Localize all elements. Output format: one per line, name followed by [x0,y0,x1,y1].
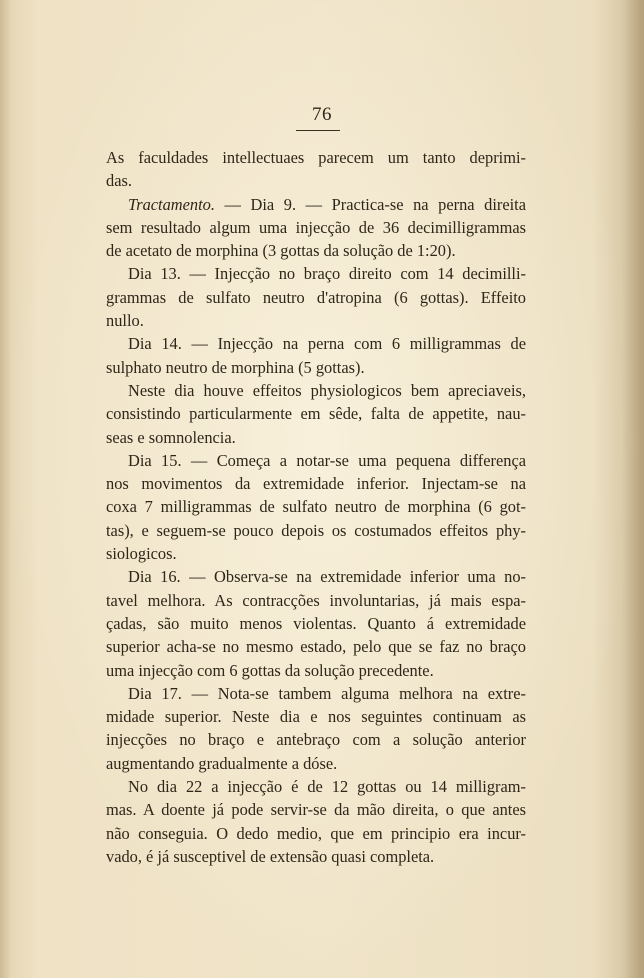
text-span: — Dia 9. — Practica-se na perna direita [214,194,526,214]
text-span: tavel melhora. As contracções involuntarias, já mais espa- [106,590,526,610]
text-span: siologicos. [106,544,177,564]
text-span: sem resultado algum uma injecção de 36 decimilligrammas [106,217,526,237]
page-left-shadow [0,0,12,978]
body-text [106,146,526,868]
text-span: No dia 22 a injecção é de 12 gottas ou 14 milligram- [128,777,526,797]
text-line [106,356,526,379]
text-line [106,798,526,821]
text-span: vado, é já susceptivel de extensão quasi completa. [106,846,435,866]
text-line [106,705,526,728]
text-line [106,845,526,868]
text-span: seas e somnolencia. [106,427,236,447]
text-span: Dia 16. — Observa-se na extremidade inferior uma no- [128,567,526,587]
text-line [106,495,526,518]
text-line [106,542,526,565]
text-line [106,635,526,658]
text-span: sulphato neutro de morphina (5 gottas). [106,357,365,377]
text-span: Dia 15. — Começa a notar-se uma pequena differença [128,450,526,470]
text-span: nullo. [106,311,144,331]
text-line [106,262,526,285]
text-line [106,286,526,309]
text-span: tas), e seguem-se pouco depois os costumados effeitos phy- [106,520,526,540]
text-span: çadas, são muito menos violentas. Quanto á extremidade [106,613,526,633]
italic-heading: Tractamento. [128,194,215,214]
text-span: Neste dia houve effeitos physiologicos bem apreciaveis, [128,380,526,400]
text-span: superior acha-se no mesmo estado, pelo que se faz no braço [106,637,526,657]
text-span: Dia 13. — Injecção no braço direito com 14 decimilli- [128,264,526,284]
text-line [106,379,526,402]
text-line [106,659,526,682]
text-span: de acetato de morphina (3 gottas da solução de 1:20). [106,241,456,261]
text-span: coxa 7 milligrammas de sulfato neutro de morphina (6 got- [106,497,526,517]
page-number: 76 [312,104,332,125]
page-number-rule [296,130,340,131]
text-span: As faculdades intellectuaes parecem um tanto deprimi- [106,148,526,167]
text-line [106,146,526,169]
text-line [106,309,526,332]
text-span: mas. A doente já pode servir-se da mão direita, o que antes [106,800,526,820]
text-line [106,519,526,542]
text-line [106,449,526,472]
text-line [106,239,526,262]
text-line [106,728,526,751]
text-span: das. [106,171,132,191]
text-span: Dia 17. — Nota-se tambem alguma melhora na extre- [128,683,526,703]
text-line [106,565,526,588]
text-span: nos movimentos da extremidade inferior. Injectam-se na [106,474,526,494]
text-line [106,752,526,775]
text-line [106,612,526,635]
text-span: consistindo particularmente em sêde, falta de appetite, nau- [106,404,526,424]
text-line [106,775,526,798]
text-line [106,426,526,449]
text-span: não conseguia. O dedo medio, que em principio era incur- [106,823,526,843]
text-span: Dia 14. — Injecção na perna com 6 milligrammas de [128,334,526,354]
text-line [106,216,526,239]
text-line [106,169,526,192]
text-line [106,193,526,216]
text-line [106,822,526,845]
text-span: uma injecção com 6 gottas da solução precedente. [106,660,434,680]
text-line [106,589,526,612]
text-span: injecções no braço e antebraço com a solução anterior [106,730,526,750]
text-line [106,682,526,705]
text-line [106,472,526,495]
page-right-shadow [622,0,644,978]
text-line [106,332,526,355]
text-span: augmentando gradualmente a dóse. [106,753,338,773]
text-line [106,402,526,425]
text-span: midade superior. Neste dia e nos seguintes continuam as [106,707,526,727]
text-span: grammas de sulfato neutro d'atropina (6 gottas). Effeito [106,287,526,307]
